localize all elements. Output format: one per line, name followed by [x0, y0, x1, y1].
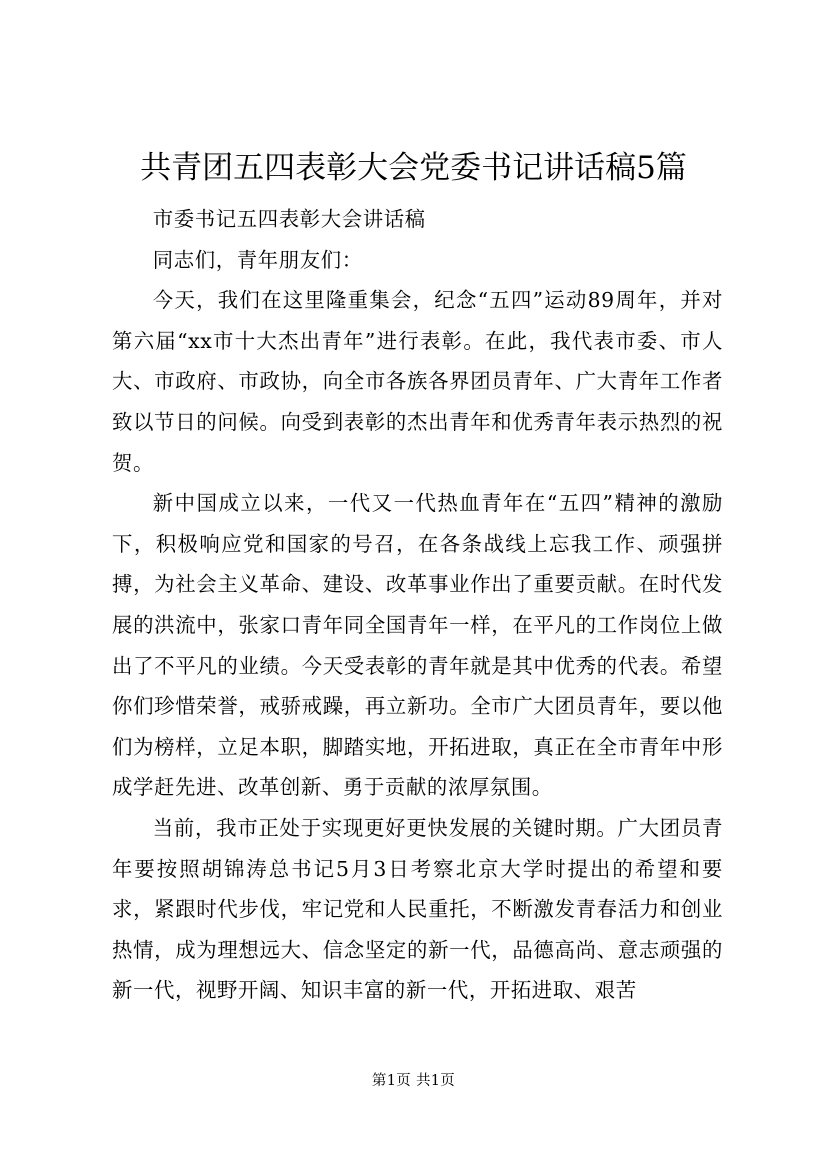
- document-title: 共青团五四表彰大会党委书记讲话稿5篇: [140, 150, 687, 186]
- paragraph-salutation: 同志们，青年朋友们：: [152, 247, 363, 272]
- document-body: [112, 199, 723, 1011]
- paragraph-history: 新中国成立以来，一代又一代热血青年在“五四”精神的激励下，积极响应党和国家的号召，在各条战线上忘我工作、顽强拼搏，为社会主义革命、建设、改革事业作出了重要贡献。在时代发展的洪流中，张家口青年同全国青年一样，在平凡的工作岗位上做出了不平凡的业绩。今天受表彰的青年就是其中优秀的代表。希望你们珍惜荣誉，戒骄戒躁，再立新功。全市广大团员青年，要以他们为榜样，立足本职，脚踏实地，开拓进取，真正在全市青年中形成学赶先进、改革创新、勇于贡献的浓厚氛围。: [112, 491, 723, 800]
- paragraph-subtitle: 市委书记五四表彰大会讲话稿: [152, 207, 426, 231]
- page-footer: 第1页 共1页: [371, 1073, 456, 1089]
- paragraph-current: 当前，我市正处于实现更好更快发展的关键时期。广大团员青年要按照胡锦涛总书记5月3日考察北京大学时提出的希望和要求，紧跟时代步伐，牢记党和人民重托，不断激发青春活力和创业热情，成为理想远大、信念坚定的新一代，品德高尚、意志顽强的新一代，视野开阔、知识丰富的新一代，开拓进取、艰苦: [112, 815, 723, 1003]
- paragraph-opening: 今天，我们在这里隆重集会，纪念“五四”运动89周年，并对第六届“xx市十大杰出青年”进行表彰。在此，我代表市委、市人大、市政府、市政协，向全市各族各界团员青年、广大青年工作者致以节日的问候。向受到表彰的杰出青年和优秀青年表示热烈的祝贺。: [112, 288, 723, 475]
